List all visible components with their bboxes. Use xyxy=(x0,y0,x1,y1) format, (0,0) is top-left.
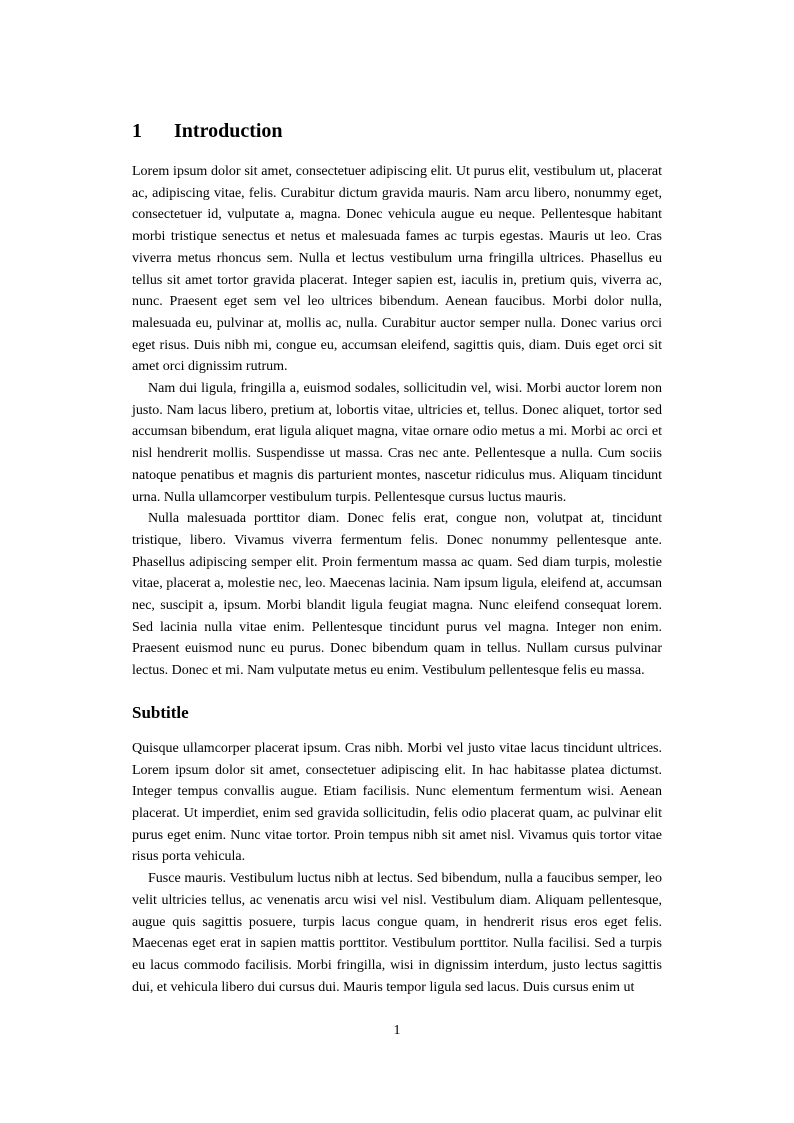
paragraph: Nulla malesuada porttitor diam. Donec felis erat, congue non, volutpat at, tincidunt tristique, libero. Vivamus viverra fermentum felis. Donec nonummy pellentesque ante. Phasellus adipiscing semper elit. Proin fermentum massa ac quam. Sed diam turpis, molestie vitae, placerat a, molestie nec, leo. Maecenas lacinia. Nam ipsum ligula, eleifend at, accumsan nec, suscipit a, ipsum. Morbi blandit ligula feugiat magna. Nunc eleifend consequat lorem. Sed lacinia nulla vitae enim. Pellentesque tincidunt purus vel magna. Integer non enim. Praesent euismod nunc eu purus. Donec bibendum quam in tellus. Nullam cursus pulvinar lectus. Donec et mi. Nam vulputate metus eu enim. Vestibulum pellentesque felis eu massa. xyxy=(132,511,662,679)
document-content xyxy=(132,118,662,998)
page-number: 1 xyxy=(393,1023,401,1038)
section-number: 1 xyxy=(132,120,142,142)
subsection-heading: Subtitle xyxy=(132,702,189,722)
section-title: Introduction xyxy=(174,120,283,142)
paragraph: Quisque ullamcorper placerat ipsum. Cras nibh. Morbi vel justo vitae lacus tincidunt ultrices. Lorem ipsum dolor sit amet, consectetuer adipiscing elit. In hac habitasse platea dictumst. Integer tempus convallis augue. Etiam facilisis. Nunc elementum fermentum wisi. Aenean placerat. Ut imperdiet, enim sed gravida sollicitudin, felis odio placerat quam, ac pulvinar elit purus eget enim. Nunc vitae tortor. Proin tempus nibh sit amet nisl. Vivamus quis tortor vitae risus porta vehicula. xyxy=(132,740,662,865)
paragraph: Nam dui ligula, fringilla a, euismod sodales, sollicitudin vel, wisi. Morbi auctor lorem non justo. Nam lacus libero, pretium at, lobortis vitae, ultricies et, tellus. Donec aliquet, tortor sed accumsan bibendum, erat ligula aliquet magna, vitae ornare odio metus a mi. Morbi ac orci et nisl hendrerit mollis. Suspendisse ut massa. Cras nec ante. Pellentesque a nulla. Cum sociis natoque penatibus et magnis dis parturient montes, nascetur ridiculus mus. Aliquam tincidunt urna. Nulla ullamcorper vestibulum turpis. Pellentesque cursus luctus mauris. xyxy=(132,381,662,505)
section-heading xyxy=(132,118,662,144)
paragraph: Lorem ipsum dolor sit amet, consectetuer adipiscing elit. Ut purus elit, vestibulum ut, placerat ac, adipiscing vitae, felis. Curabitur dictum gravida mauris. Nam arcu libero, nonummy eget, consectetuer id, vulputate a, magna. Donec vehicula augue eu neque. Pellentesque habitant morbi tristique senectus et netus et malesuada fames ac turpis egestas. Mauris ut leo. Cras viverra metus rhoncus sem. Nulla et lectus vestibulum urna fringilla ultrices. Phasellus eu tellus sit amet tortor gravida placerat. Integer sapien est, iaculis in, pretium quis, viverra ac, nunc. Praesent eget sem vel leo ultrices bibendum. Aenean faucibus. Morbi dolor nulla, malesuada eu, pulvinar at, mollis ac, nulla. Curabitur auctor semper nulla. Donec varius orci eget risus. Duis nibh mi, congue eu, accumsan eleifend, sagittis quis, diam. Duis eget orci sit amet orci dignissim rutrum. xyxy=(132,164,662,375)
paragraph: Fusce mauris. Vestibulum luctus nibh at lectus. Sed bibendum, nulla a faucibus semper, leo velit ultricies tellus, ac venenatis arcu wisi vel nisl. Vestibulum diam. Aliquam pellentesque, augue quis sagittis posuere, turpis lacus congue quam, in hendrerit risus eros eget felis. Maecenas eget erat in sapien mattis porttitor. Vestibulum porttitor. Nulla facilisi. Sed a turpis eu lacus commodo facilisis. Morbi fringilla, wisi in dignissim interdum, justo lectus sagittis dui, et vehicula libero dui cursus dui. Mauris tempor ligula sed lacus. Duis cursus enim ut xyxy=(132,871,662,995)
